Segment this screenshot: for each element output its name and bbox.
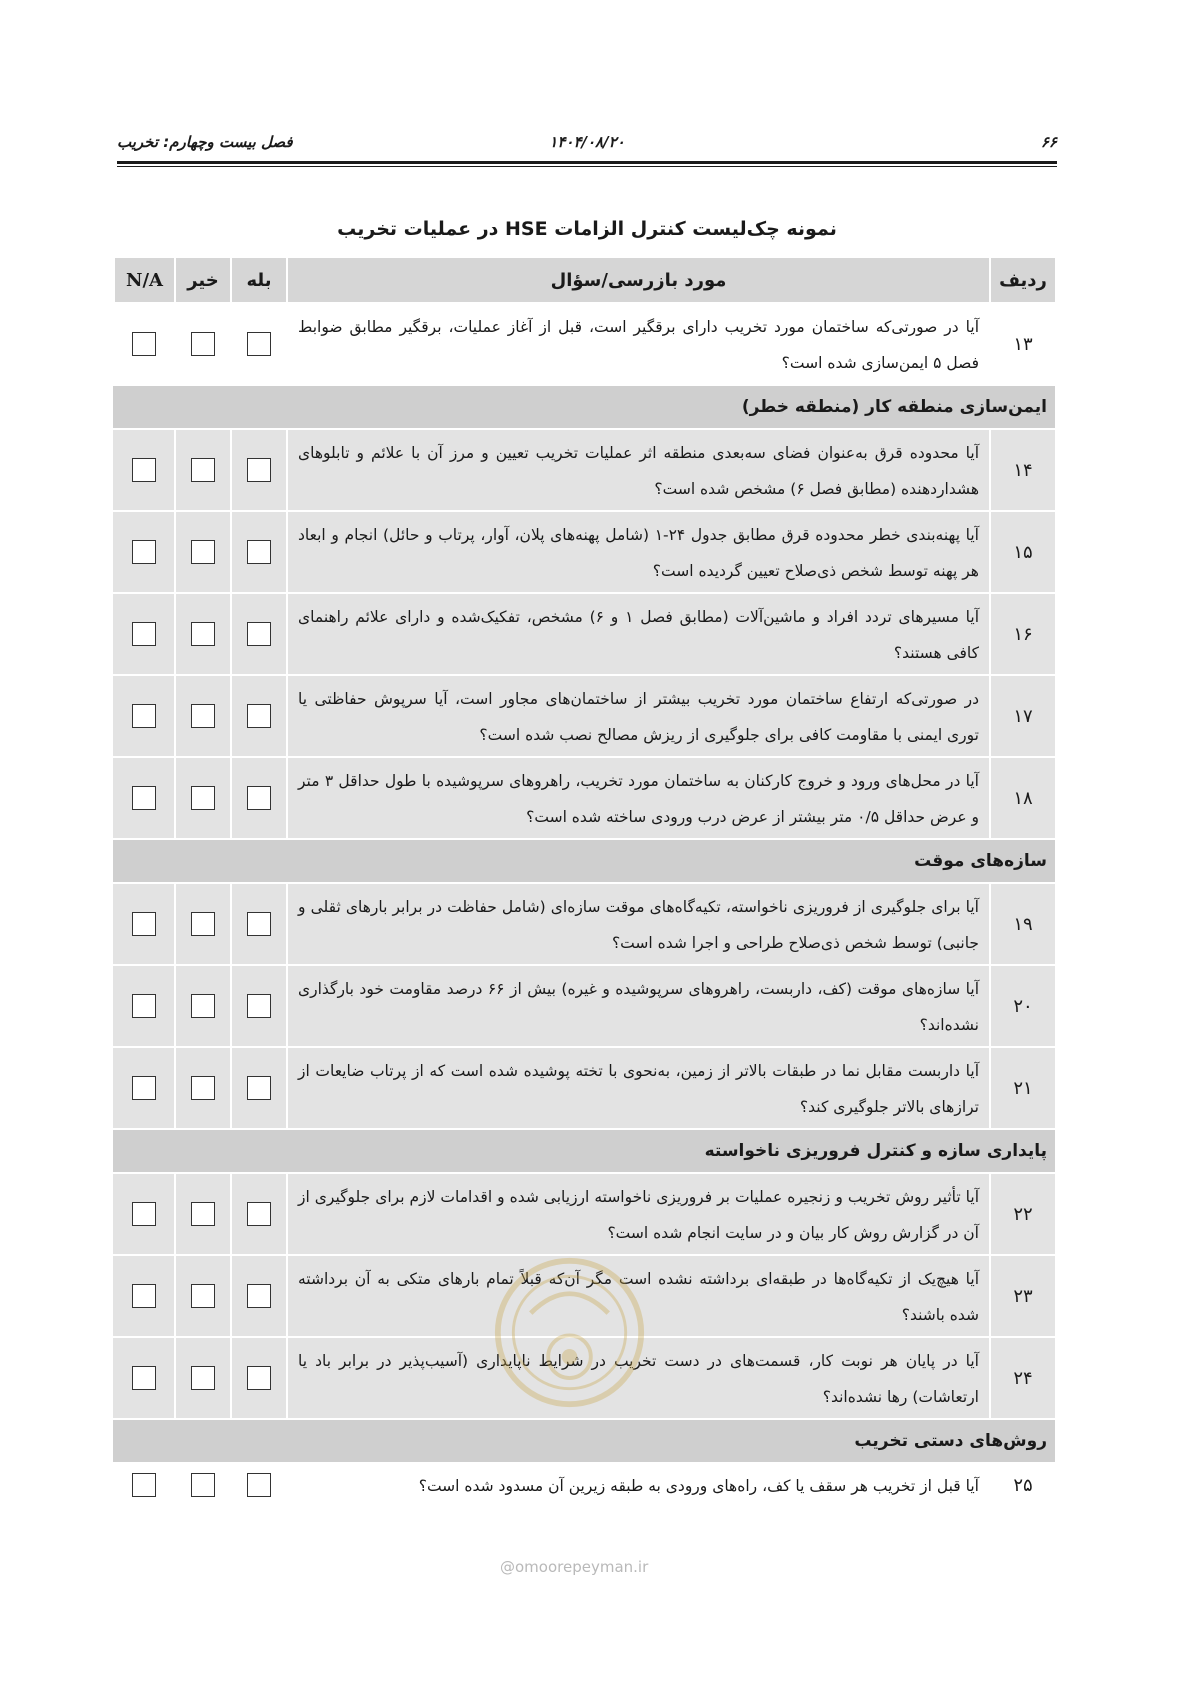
cell-no: [174, 884, 230, 964]
checkbox-no[interactable]: [191, 1284, 215, 1308]
checkbox-na[interactable]: [132, 994, 156, 1018]
question-text: آیا در پایان هر نوبت کار، قسمت‌های در دست تخریب در شرایط ناپایداری (آسیب‌پذیر در برابر باد یا ارتعاشات) رها نشده‌اند؟: [286, 1338, 989, 1418]
table-row: [113, 674, 1055, 756]
cell-na: [113, 512, 174, 592]
cell-na: [113, 594, 174, 674]
checklist-title: نمونه چک‌لیست کنترل الزامات HSE در عملیات تخریب: [337, 218, 837, 240]
checkbox-no[interactable]: [191, 704, 215, 728]
cell-yes: [230, 1464, 286, 1506]
cell-no: [174, 758, 230, 838]
row-number: ۱۹: [989, 884, 1055, 964]
row-number: ۱۶: [989, 594, 1055, 674]
question-text: آیا پهنه‌بندی خطر محدوده قرق مطابق جدول ۲۴-۱ (شامل پهنه‌های پلان، آوار، پرتاب و حائل) انجام و ابعاد هر پهنه توسط شخص ذی‌صلاح تعیین گردیده است؟: [286, 512, 989, 592]
cell-na: [113, 304, 174, 384]
question-text: آیا داربست مقابل نما در طبقات بالاتر از زمین، به‌نحوی با تخته پوشیده شده است که از پرتاب ضایعات از ترازهای بالاتر جلوگیری کند؟: [286, 1048, 989, 1128]
section-title: روش‌های دستی تخریب: [854, 1431, 1047, 1451]
question-text: آیا برای جلوگیری از فروریزی ناخواسته، تکیه‌گاه‌های موقت سازه‌ای (شامل حفاظت در برابر بارهای ثقلی و جانبی) توسط شخص ذی‌صلاح طراحی و اجرا شده است؟: [286, 884, 989, 964]
table-row: [113, 592, 1055, 674]
header-rule-thick: [117, 161, 1057, 164]
checkbox-yes[interactable]: [247, 1076, 271, 1100]
row-number: ۱۵: [989, 512, 1055, 592]
cell-na: [113, 1174, 174, 1254]
cell-yes: [230, 594, 286, 674]
checkbox-yes[interactable]: [247, 458, 271, 482]
checkbox-yes[interactable]: [247, 912, 271, 936]
cell-yes: [230, 676, 286, 756]
table-row: [113, 1172, 1055, 1254]
question-text: آیا هیچ‌یک از تکیه‌گاه‌ها در طبقه‌ای برداشته نشده است مگر آن‌که قبلاً تمام بارهای متکی به آن برداشته شده باشند؟: [286, 1256, 989, 1336]
header-na: N/A: [113, 258, 174, 302]
row-number: ۲۳: [989, 1256, 1055, 1336]
cell-no: [174, 1048, 230, 1128]
cell-na: [113, 1256, 174, 1336]
header-no: خیر: [174, 258, 230, 302]
table-row: [113, 302, 1055, 384]
watermark-logo-icon: [492, 1255, 647, 1410]
cell-no: [174, 430, 230, 510]
checkbox-yes[interactable]: [247, 704, 271, 728]
cell-yes: [230, 1338, 286, 1418]
checkbox-na[interactable]: [132, 786, 156, 810]
row-number: ۱۷: [989, 676, 1055, 756]
checkbox-yes[interactable]: [247, 994, 271, 1018]
cell-no: [174, 1338, 230, 1418]
checkbox-no[interactable]: [191, 622, 215, 646]
cell-yes: [230, 304, 286, 384]
checkbox-na[interactable]: [132, 622, 156, 646]
table-row: [113, 882, 1055, 964]
section-row: [113, 838, 1055, 882]
checkbox-na[interactable]: [132, 1202, 156, 1226]
table-row: [113, 1462, 1055, 1506]
cell-no: [174, 304, 230, 384]
cell-na: [113, 430, 174, 510]
question-text: آیا در محل‌های ورود و خروج کارکنان به ساختمان مورد تخریب، راهروهای سرپوشیده با طول حداقل ۳ متر و عرض حداقل ۰/۵ متر بیشتر از عرض درب ورودی ساخته شده است؟: [286, 758, 989, 838]
cell-na: [113, 1338, 174, 1418]
table-row: [113, 1046, 1055, 1128]
checkbox-no[interactable]: [191, 332, 215, 356]
cell-na: [113, 966, 174, 1046]
table-header-row: [113, 258, 1055, 302]
page-header: [117, 133, 1057, 155]
section-title: پایداری سازه و کنترل فروریزی ناخواسته: [704, 1141, 1047, 1161]
cell-na: [113, 1048, 174, 1128]
checkbox-no[interactable]: [191, 540, 215, 564]
checkbox-no[interactable]: [191, 912, 215, 936]
cell-no: [174, 676, 230, 756]
checkbox-yes[interactable]: [247, 1366, 271, 1390]
page-number: ۶۶: [1040, 133, 1057, 151]
cell-no: [174, 1174, 230, 1254]
checkbox-yes[interactable]: [247, 540, 271, 564]
checkbox-no[interactable]: [191, 994, 215, 1018]
question-text: در صورتی‌که ارتفاع ساختمان مورد تخریب بیشتر از ساختمان‌های مجاور است، آیا سرپوش حفاظتی یا توری ایمنی با مقاومت کافی برای جلوگیری از ریزش مصالح نصب شده است؟: [286, 676, 989, 756]
checkbox-no[interactable]: [191, 786, 215, 810]
checkbox-na[interactable]: [132, 1076, 156, 1100]
checkbox-yes[interactable]: [247, 1284, 271, 1308]
cell-yes: [230, 512, 286, 592]
section-row: [113, 1128, 1055, 1172]
checkbox-yes[interactable]: [247, 622, 271, 646]
cell-na: [113, 676, 174, 756]
checkbox-na[interactable]: [132, 540, 156, 564]
header-row-number: ردیف: [989, 258, 1055, 302]
question-text: آیا تأثیر روش تخریب و زنجیره عملیات بر فروریزی ناخواسته ارزیابی شده و اقدامات لازم برای جلوگیری از آن در گزارش روش کار بیان و در سایت انجام شده است؟: [286, 1174, 989, 1254]
checkbox-no[interactable]: [191, 1076, 215, 1100]
checkbox-na[interactable]: [132, 458, 156, 482]
checkbox-yes[interactable]: [247, 1202, 271, 1226]
cell-na: [113, 1464, 174, 1506]
row-number: ۲۵: [989, 1464, 1055, 1506]
header-date: ۱۴۰۴/۰۸/۲۰: [549, 133, 625, 151]
header-item: مورد بازرسی/سؤال: [286, 258, 989, 302]
checkbox-yes[interactable]: [247, 1473, 271, 1497]
question-text: آیا قبل از تخریب هر سقف یا کف، راه‌های ورودی به طبقه زیرین آن مسدود شده است؟: [286, 1464, 989, 1506]
checkbox-na[interactable]: [132, 1366, 156, 1390]
section-title: ایمن‌سازی منطقه کار (منطقه خطر): [741, 397, 1047, 417]
chapter-title: فصل بیست وچهارم: تخریب: [117, 133, 293, 151]
cell-yes: [230, 1048, 286, 1128]
cell-no: [174, 1464, 230, 1506]
question-text: آیا سازه‌های موقت (کف، داربست، راهروهای سرپوشیده و غیره) بیش از ۶۶ درصد مقاومت خود بارگذاری نشده‌اند؟: [286, 966, 989, 1046]
row-number: ۲۴: [989, 1338, 1055, 1418]
cell-yes: [230, 1174, 286, 1254]
checkbox-no[interactable]: [191, 1202, 215, 1226]
checkbox-no[interactable]: [191, 1473, 215, 1497]
checkbox-no[interactable]: [191, 1366, 215, 1390]
table-row: [113, 964, 1055, 1046]
row-number: ۲۲: [989, 1174, 1055, 1254]
checkbox-na[interactable]: [132, 912, 156, 936]
checkbox-na[interactable]: [132, 1284, 156, 1308]
row-number: ۱۳: [989, 304, 1055, 384]
cell-yes: [230, 966, 286, 1046]
checkbox-na[interactable]: [132, 704, 156, 728]
question-text: آیا محدوده قرق به‌عنوان فضای سه‌بعدی منطقه اثر عملیات تخریب تعیین و مرز آن با علائم و تابلوهای هشداردهنده (مطابق فصل ۶) مشخص شده است؟: [286, 430, 989, 510]
cell-no: [174, 594, 230, 674]
cell-na: [113, 884, 174, 964]
section-row: [113, 1418, 1055, 1462]
question-text: آیا مسیرهای تردد افراد و ماشین‌آلات (مطابق فصل ۱ و ۶) مشخص، تفکیک‌شده و دارای علائم راهنمای کافی هستند؟: [286, 594, 989, 674]
cell-no: [174, 512, 230, 592]
cell-na: [113, 758, 174, 838]
header-rule-thin: [117, 166, 1057, 167]
cell-no: [174, 966, 230, 1046]
cell-yes: [230, 430, 286, 510]
checkbox-na[interactable]: [132, 1473, 156, 1497]
header-yes: بله: [230, 258, 286, 302]
question-text: آیا در صورتی‌که ساختمان مورد تخریب دارای برقگیر است، قبل از آغاز عملیات، برقگیر مطابق ضوابط فصل ۵ ایمن‌سازی شده است؟: [286, 304, 989, 384]
cell-yes: [230, 758, 286, 838]
cell-yes: [230, 1256, 286, 1336]
checkbox-yes[interactable]: [247, 786, 271, 810]
row-number: ۱۸: [989, 758, 1055, 838]
checkbox-no[interactable]: [191, 458, 215, 482]
section-title: سازه‌های موقت: [914, 851, 1047, 871]
row-number: ۲۱: [989, 1048, 1055, 1128]
table-row: [113, 756, 1055, 838]
table-row: [113, 428, 1055, 510]
cell-no: [174, 1256, 230, 1336]
cell-yes: [230, 884, 286, 964]
row-number: ۲۰: [989, 966, 1055, 1046]
checkbox-na[interactable]: [132, 332, 156, 356]
checkbox-yes[interactable]: [247, 332, 271, 356]
watermark-site: @omoorepeyman.ir: [500, 1558, 649, 1576]
section-row: [113, 384, 1055, 428]
row-number: ۱۴: [989, 430, 1055, 510]
table-row: [113, 510, 1055, 592]
